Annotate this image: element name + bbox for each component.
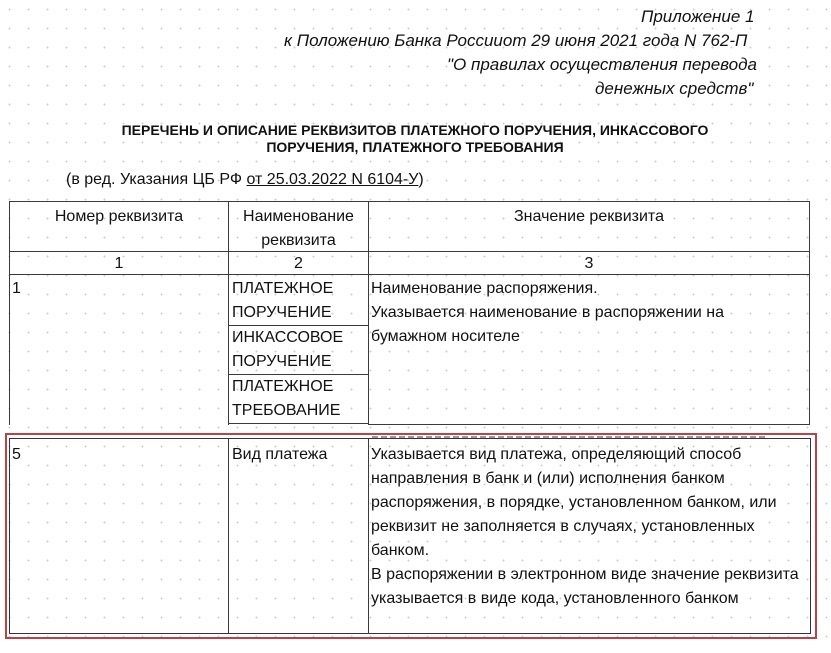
col-header-number: Номер реквизита <box>54 208 184 225</box>
regulation-reference: к Положению Банка Россииот 29 июня 2021 года N 762-П <box>284 31 748 50</box>
table-col-divider-2 <box>368 201 369 425</box>
edition-note <box>66 171 424 189</box>
name-subrow-bottom <box>228 423 369 424</box>
document-title-line2: ПОРУЧЕНИЯ, ПЛАТЕЖНОГО ТРЕБОВАНИЯ <box>266 139 564 155</box>
document-title-line1: ПЕРЕЧЕНЬ И ОПИСАНИЕ РЕКВИЗИТОВ ПЛАТЕЖНОГО ПОРУЧЕНИЯ, ИНКАССОВОГО <box>121 122 709 138</box>
edition-note-link[interactable]: от 25.03.2022 N 6104-У <box>246 171 419 188</box>
col-number-2: 2 <box>294 255 303 272</box>
row1-value: Наименование распоряжения. Указывается наименование в распоряжении на бумажном носителе <box>371 280 725 345</box>
edition-note-prefix: (в ред. Указания ЦБ РФ <box>66 171 247 188</box>
row5-name: Вид платежа <box>232 446 328 463</box>
appendix-label: Приложение 1 <box>641 7 755 26</box>
row1-name-payment-order: ПЛАТЕЖНОЕ ПОРУЧЕНИЕ <box>232 280 334 321</box>
edition-note-suffix: ) <box>418 171 424 188</box>
row1-name-collection-order: ИНКАССОВОЕ ПОРУЧЕНИЕ <box>232 329 344 370</box>
row5-col-divider-1 <box>228 438 229 634</box>
row5-value-paragraph-1: Указывается вид платежа, определяющий способ направления в банк и (или) исполнения банком распоряжения, в порядке, установленном банком, или реквизит не заполняется в случаях, установленных банком. <box>371 446 777 559</box>
row5-col-divider-2 <box>368 438 369 634</box>
regulation-title-line2: денежных средств" <box>595 79 754 98</box>
row1-number: 1 <box>12 280 21 297</box>
table-right-border <box>809 201 810 425</box>
table-top-border <box>9 201 810 202</box>
col-number-3: 3 <box>584 255 594 272</box>
row5-number: 5 <box>12 446 21 463</box>
regulation-title-line1: "О правилах осуществления перевода <box>447 55 757 74</box>
col-header-name: Наименование реквизита <box>243 208 354 249</box>
col-number-1: 1 <box>114 255 124 272</box>
row5-value-paragraph-2: В распоряжении в электронном виде значение реквизита указывается в виде кода, установленного банком <box>371 566 799 607</box>
col-header-value: Значение реквизита <box>514 208 664 225</box>
table-left-border <box>9 201 10 425</box>
row1-name-payment-request: ПЛАТЕЖНОЕ ТРЕБОВАНИЕ <box>232 378 341 419</box>
row1-bottom-border <box>368 424 810 425</box>
